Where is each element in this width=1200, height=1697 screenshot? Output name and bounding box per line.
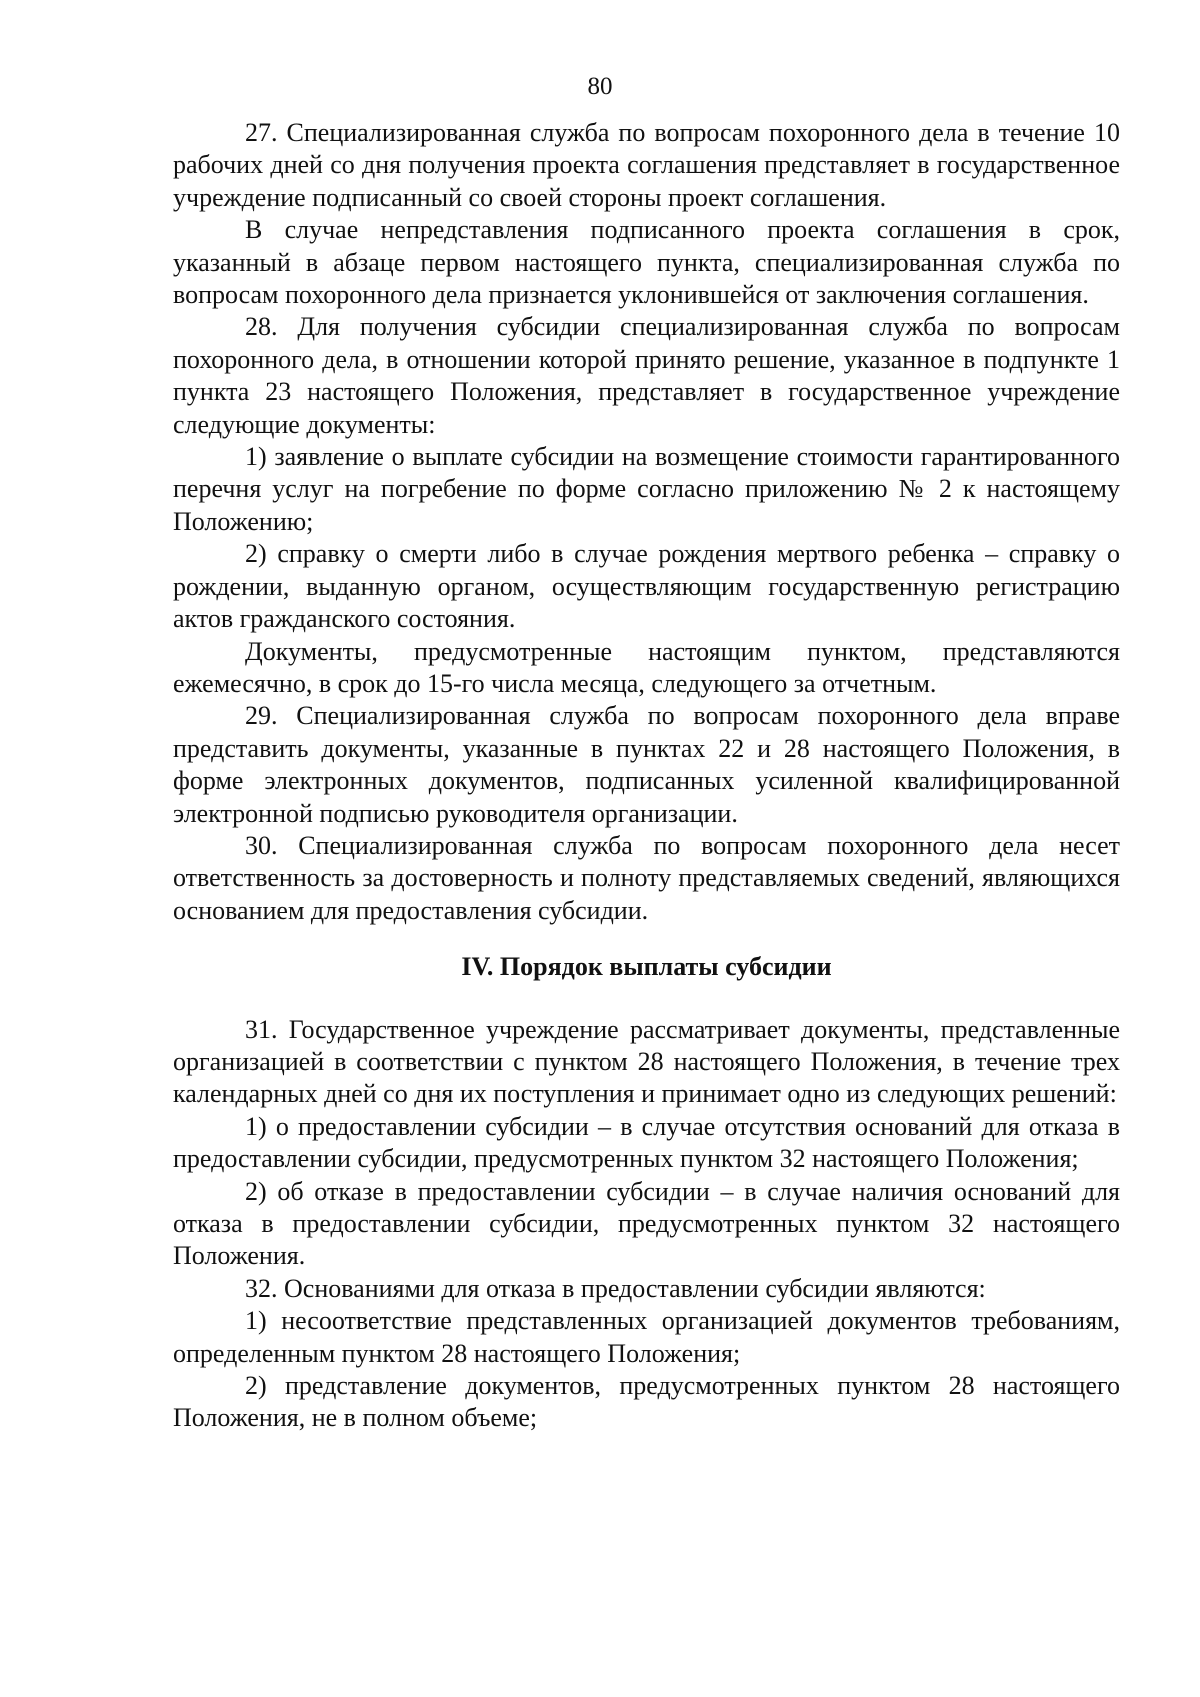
section-heading: IV. Порядок выплаты субсидии — [461, 952, 832, 982]
paragraph-29: 29. Специализированная служба по вопросам похоронного дела вправе представить документы, указанные в пунктах 22 и 28 настоящего Положения, в форме электронных документов, подписанных усиленной квалифицированной электронной подписью руководителя организации. — [173, 701, 1120, 828]
paragraph-31-item-2: 2) об отказе в предоставлении субсидии – в случае наличия оснований для отказа в предоставлении субсидии, предусмотренных пунктом 32 настоящего Положения. — [173, 1176, 1120, 1271]
paragraph-28-abzac-final: Документы, предусмотренные настоящим пунктом, представляются ежемесячно, в срок до 15-го числа месяца, следующего за отчетным. — [173, 636, 1120, 698]
paragraph-27-abzac-2: В случае непредставления подписанного проекта соглашения в срок, указанный в абзаце первом настоящего пункта, специализированная служба по вопросам похоронного дела признается уклонившейся от заключения соглашения. — [173, 215, 1120, 310]
paragraph-31: 31. Государственное учреждение рассматривает документы, представленные организацией в соответствии с пунктом 28 настоящего Положения, в течение трех календарных дней со дня их поступления и принимает одно из следующих решений: — [173, 1014, 1120, 1109]
paragraph-28: 28. Для получения субсидии специализированная служба по вопросам похоронного дела, в отношении которой принято решение, указанное в подпункте 1 пункта 23 настоящего Положения, представляет в государственное учреждение следующие документы: — [173, 312, 1120, 439]
paragraph-31-item-1: 1) о предоставлении субсидии – в случае отсутствия оснований для отказа в предоставлении субсидии, предусмотренных пунктом 32 настоящего Положения; — [173, 1111, 1120, 1174]
paragraph-27: 27. Специализированная служба по вопросам похоронного дела в течение 10 рабочих дней со дня получения проекта соглашения представляет в государственное учреждение подписанный со своей стороны проект соглашения. — [173, 118, 1120, 212]
paragraph-30: 30. Специализированная служба по вопросам похоронного дела несет ответственность за достоверность и полноту представляемых сведений, являющихся основанием для предоставления субсидии. — [173, 830, 1120, 925]
paragraph-32: 32. Основаниями для отказа в предоставлении субсидии являются: — [245, 1273, 986, 1303]
paragraph-32-item-1: 1) несоответствие представленных организацией документов требованиям, определенным пунктом 28 настоящего Положения; — [173, 1306, 1120, 1368]
page-number: 80 — [587, 73, 613, 100]
paragraph-32-item-2: 2) представление документов, предусмотренных пунктом 28 настоящего Положения, не в полном объеме; — [173, 1371, 1120, 1433]
document-body — [173, 117, 1120, 1435]
paragraph-28-item-2: 2) справку о смерти либо в случае рождения мертвого ребенка – справку о рождении, выданную органом, осуществляющим государственную регистрацию актов гражданского состояния. — [173, 539, 1120, 634]
paragraph-28-item-1: 1) заявление о выплате субсидии на возмещение стоимости гарантированного перечня услуг на погребение по форме согласно приложению № 2 к настоящему Положению; — [173, 442, 1120, 536]
